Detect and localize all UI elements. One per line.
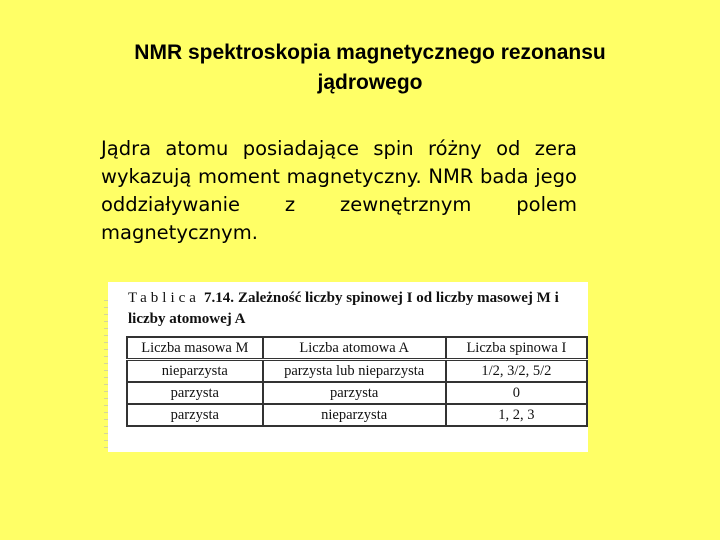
cell-spin: 0 bbox=[446, 382, 587, 404]
header-mass-number: Liczba masowa M bbox=[127, 337, 263, 360]
cell-mass: nieparzysta bbox=[127, 360, 263, 383]
spin-number-table bbox=[126, 336, 588, 427]
cell-mass: parzysta bbox=[127, 404, 263, 426]
header-spin-number: Liczba spinowa I bbox=[446, 337, 587, 360]
table-header-row bbox=[127, 337, 587, 360]
header-atomic-number: Liczba atomowa A bbox=[263, 337, 446, 360]
table-row bbox=[127, 382, 587, 404]
table-row bbox=[127, 360, 587, 383]
cell-mass: parzysta bbox=[127, 382, 263, 404]
cell-atomic: parzysta lub nieparzysta bbox=[263, 360, 446, 383]
scanned-table-image bbox=[108, 282, 588, 452]
slide-title-line-1: NMR spektroskopia magnetycznego rezonansu bbox=[134, 41, 606, 64]
cell-spin: 1, 2, 3 bbox=[446, 404, 587, 426]
caption-text: Zależność liczby spinowej I od liczby masowej M i liczby atomowej A bbox=[128, 290, 559, 327]
caption-number: 7.14. bbox=[203, 290, 234, 306]
cell-atomic: nieparzysta bbox=[263, 404, 446, 426]
table-row bbox=[127, 404, 587, 426]
slide-title bbox=[60, 38, 680, 98]
cell-spin: 1/2, 3/2, 5/2 bbox=[446, 360, 587, 383]
table-caption bbox=[128, 288, 588, 330]
caption-prefix: Tablica bbox=[128, 290, 200, 306]
body-paragraph: Jądra atomu posiadające spin różny od zera wykazują moment magnetyczny. NMR bada jego oddziaływanie z zewnętrznym polem magnetycznym. bbox=[101, 137, 577, 244]
cell-atomic: parzysta bbox=[263, 382, 446, 404]
slide-title-line-2: jądrowego bbox=[317, 71, 423, 94]
